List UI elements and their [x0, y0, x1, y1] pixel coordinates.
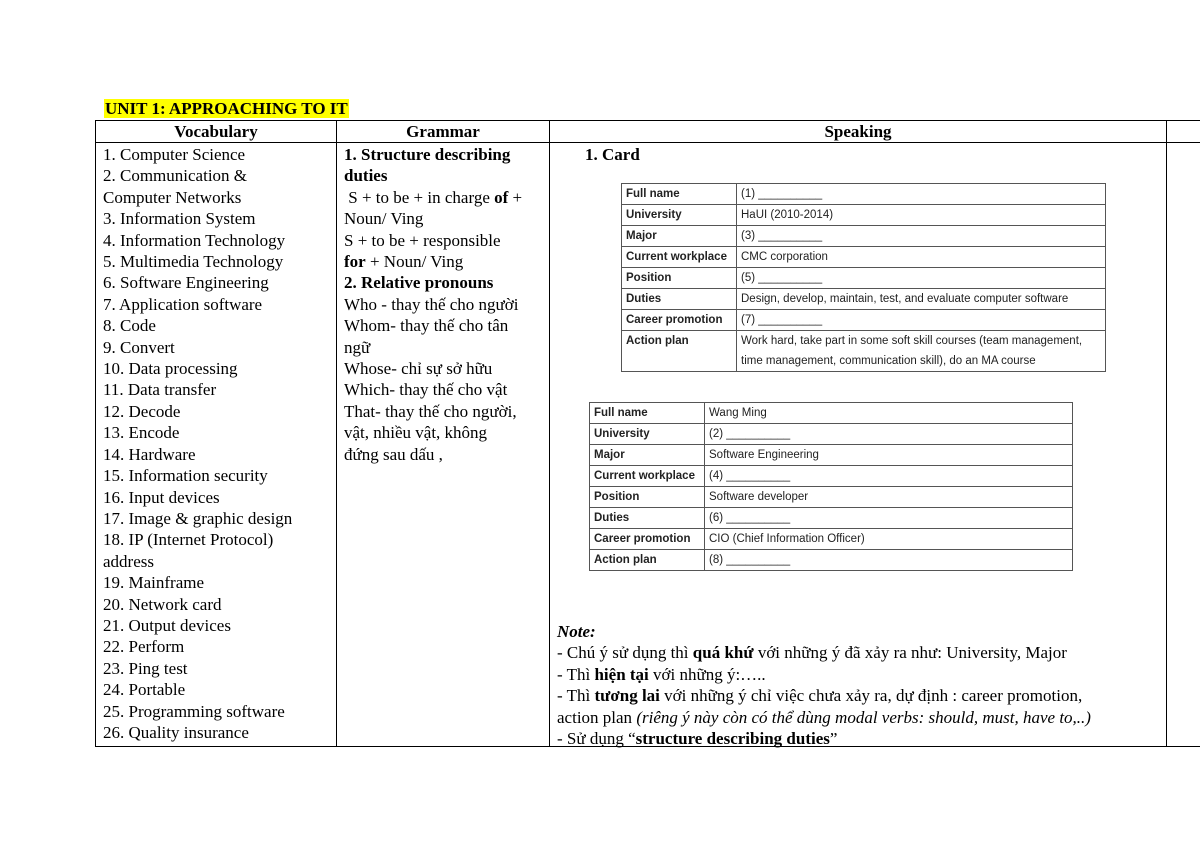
- card-field-label: Current workplace: [622, 247, 737, 268]
- relative-that: That- thay thế cho người,: [344, 401, 517, 421]
- card-field-value: Software Engineering: [705, 445, 1073, 466]
- grammar-heading-relative: 2. Relative pronouns: [344, 273, 494, 293]
- vocabulary-item: 20. Network card: [103, 594, 222, 614]
- vocabulary-item: 1. Computer Science: [103, 145, 246, 164]
- vocabulary-item: 21. Output devices: [103, 615, 231, 635]
- profile-card-2: [589, 402, 1073, 571]
- column-divider: [336, 121, 337, 746]
- header-divider: [96, 142, 1200, 143]
- card-field-label: Full name: [590, 403, 705, 424]
- note-section: [557, 621, 1167, 749]
- card-field-value: Design, develop, maintain, test, and evaluate computer software: [737, 289, 1106, 310]
- card-field-label: Position: [622, 268, 737, 289]
- card-field-label: Major: [590, 445, 705, 466]
- card-title: 1. Card: [585, 145, 640, 164]
- card-row: [622, 247, 1106, 268]
- card-row: [622, 268, 1106, 289]
- vocabulary-item: 18. IP (Internet Protocol): [103, 530, 274, 550]
- card-field-label: Action plan: [590, 550, 705, 571]
- card-row: [590, 529, 1073, 550]
- grammar-heading-duties-cont: duties: [344, 166, 388, 186]
- card-row: [590, 445, 1073, 466]
- note-line: action plan (riêng ý này còn có thể dùng modal verbs: should, must, have to,..): [557, 707, 1091, 727]
- card-row: [622, 310, 1106, 331]
- card-field-value: (7) __________: [737, 310, 1106, 331]
- card-field-value: (8) __________: [705, 550, 1073, 571]
- card-row: [590, 403, 1073, 424]
- relative-whom: Whom- thay thế cho tân: [344, 316, 509, 336]
- card-field-value: CIO (Chief Information Officer): [705, 529, 1073, 550]
- card-field-value: (3) __________: [737, 226, 1106, 247]
- card-field-value: (2) __________: [705, 424, 1073, 445]
- card-field-value: (6) __________: [705, 508, 1073, 529]
- card-field-value: Software developer: [705, 487, 1073, 508]
- relative-whom-cont: ngữ: [344, 337, 371, 357]
- card-field-value: CMC corporation: [737, 247, 1106, 268]
- vocabulary-item: 4. Information Technology: [103, 230, 286, 250]
- card-row: [622, 184, 1106, 205]
- grammar-column: [344, 144, 544, 465]
- vocabulary-item: address: [103, 551, 154, 571]
- vocabulary-item: 6. Software Engineering: [103, 273, 269, 293]
- vocabulary-item: 7. Application software: [103, 294, 263, 314]
- vocabulary-item: Computer Networks: [103, 187, 242, 207]
- header-grammar: Grammar: [406, 122, 480, 141]
- grammar-heading-duties: 1. Structure describing: [344, 145, 511, 164]
- profile-card-1: [621, 183, 1106, 372]
- relative-who: Who - thay thế cho người: [344, 294, 519, 314]
- vocabulary-item: 13. Encode: [103, 423, 180, 443]
- card-field-value: (5) __________: [737, 268, 1106, 289]
- vocabulary-list: [103, 144, 335, 743]
- vocabulary-item: 9. Convert: [103, 337, 175, 357]
- card-field-label: Action plan: [622, 331, 737, 372]
- vocabulary-item: 11. Data transfer: [103, 380, 217, 400]
- card-row: [590, 466, 1073, 487]
- structure-in-charge-cont: Noun/ Ving: [344, 209, 424, 229]
- relative-which: Which- thay thế cho vật: [344, 380, 508, 400]
- vocabulary-item: 2. Communication &: [103, 166, 248, 186]
- header-speaking: Speaking: [824, 122, 892, 141]
- card-field-label: Duties: [590, 508, 705, 529]
- vocabulary-item: 24. Portable: [103, 680, 186, 700]
- card-field-value: Wang Ming: [705, 403, 1073, 424]
- unit-title: UNIT 1: APPROACHING TO IT: [105, 99, 348, 118]
- note-line: - Sử dụng “structure describing duties”: [557, 729, 838, 749]
- vocabulary-item: 17. Image & graphic design: [103, 508, 293, 528]
- relative-whose: Whose- chỉ sự sở hữu: [344, 359, 493, 379]
- card-field-value: (4) __________: [705, 466, 1073, 487]
- card-field-label: University: [622, 205, 737, 226]
- card-field-label: Position: [590, 487, 705, 508]
- vocabulary-item: 8. Code: [103, 316, 156, 336]
- card-row: [622, 331, 1106, 372]
- card-row: [590, 508, 1073, 529]
- column-divider: [549, 121, 550, 746]
- card-row: [590, 550, 1073, 571]
- relative-that-cont2: đứng sau dấu ,: [344, 444, 443, 464]
- structure-responsible: S + to be + responsible: [344, 230, 501, 250]
- vocabulary-item: 25. Programming software: [103, 701, 285, 721]
- vocabulary-item: 19. Mainframe: [103, 573, 205, 593]
- note-line: - Thì tương lai với những ý chỉ việc chưa xảy ra, dự định : career promotion,: [557, 686, 1083, 706]
- vocabulary-item: 5. Multimedia Technology: [103, 252, 284, 272]
- unit-table: [95, 120, 1200, 747]
- card-field-label: Full name: [622, 184, 737, 205]
- card-row: [590, 424, 1073, 445]
- vocabulary-item: 10. Data processing: [103, 359, 238, 379]
- vocabulary-item: 22. Perform: [103, 637, 185, 657]
- card-row: [590, 487, 1073, 508]
- vocabulary-item: 26. Quality insurance: [103, 722, 249, 742]
- note-label: Note:: [557, 622, 596, 641]
- card-field-label: University: [590, 424, 705, 445]
- card-field-label: Duties: [622, 289, 737, 310]
- structure-responsible-cont: for + Noun/ Ving: [344, 252, 464, 272]
- vocabulary-item: 15. Information security: [103, 466, 268, 486]
- card-field-label: Career promotion: [590, 529, 705, 550]
- structure-in-charge: S + to be + in charge of +: [344, 187, 523, 207]
- note-line: - Thì hiện tại với những ý:…..: [557, 664, 766, 684]
- card-row: [622, 289, 1106, 310]
- card-field-label: Major: [622, 226, 737, 247]
- card-row: [622, 226, 1106, 247]
- note-line: - Chú ý sử dụng thì quá khứ với những ý đã xảy ra như: University, Major: [557, 643, 1067, 663]
- vocabulary-item: 16. Input devices: [103, 487, 220, 507]
- vocabulary-item: 3. Information System: [103, 209, 256, 229]
- card-field-value: Work hard, take part in some soft skill courses (team management, time management, communication skill), do an MA course: [737, 331, 1106, 372]
- relative-that-cont: vật, nhiều vật, không: [344, 423, 488, 443]
- card-field-value: (1) __________: [737, 184, 1106, 205]
- card-field-value: HaUI (2010-2014): [737, 205, 1106, 226]
- header-vocabulary: Vocabulary: [174, 122, 258, 141]
- vocabulary-item: 14. Hardware: [103, 444, 196, 464]
- vocabulary-item: 12. Decode: [103, 401, 181, 421]
- card-field-label: Career promotion: [622, 310, 737, 331]
- vocabulary-item: 23. Ping test: [103, 658, 188, 678]
- card-field-label: Current workplace: [590, 466, 705, 487]
- card-row: [622, 205, 1106, 226]
